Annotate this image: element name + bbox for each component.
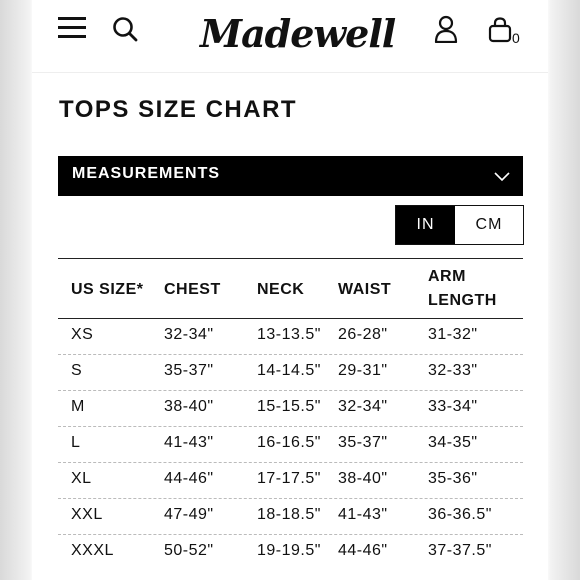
- header-us-size: US SIZE*: [71, 281, 144, 298]
- cell-neck: 13-13.5": [257, 326, 321, 343]
- table-row: [58, 499, 523, 535]
- cell-size: M: [71, 398, 85, 415]
- table-row: [58, 391, 523, 427]
- cell-waist: 44-46": [338, 542, 388, 559]
- cell-neck: 19-19.5": [257, 542, 321, 559]
- cell-neck: 18-18.5": [257, 506, 321, 523]
- chevron-down-icon: [494, 170, 510, 182]
- cell-waist: 29-31": [338, 362, 388, 379]
- cell-neck: 15-15.5": [257, 398, 321, 415]
- search-icon[interactable]: [112, 16, 138, 42]
- cell-size: S: [71, 362, 83, 379]
- bag-count-badge: 0: [512, 30, 520, 46]
- cell-neck: 14-14.5": [257, 362, 321, 379]
- cell-neck: 17-17.5": [257, 470, 321, 487]
- unit-option-cm[interactable]: CM: [455, 206, 523, 244]
- table-row: [58, 319, 523, 355]
- madewell-logo[interactable]: Madewell: [200, 11, 396, 56]
- cell-size: XL: [71, 470, 92, 487]
- cell-waist: 26-28": [338, 326, 388, 343]
- cell-arm-length: 31-32": [428, 326, 478, 343]
- cell-arm-length: 32-33": [428, 362, 478, 379]
- size-chart-table: [58, 258, 523, 570]
- table-row: [58, 463, 523, 499]
- shopping-bag-icon[interactable]: [488, 17, 512, 43]
- user-icon[interactable]: [434, 15, 458, 43]
- unit-toggle: [395, 205, 524, 245]
- cell-arm-length: 36-36.5": [428, 506, 492, 523]
- cell-chest: 38-40": [164, 398, 214, 415]
- page-title: TOPS SIZE CHART: [59, 96, 298, 123]
- table-row: [58, 535, 523, 570]
- table-header-row: [58, 259, 523, 319]
- cell-chest: 50-52": [164, 542, 214, 559]
- cell-chest: 32-34": [164, 326, 214, 343]
- cell-waist: 32-34": [338, 398, 388, 415]
- accordion-label: MEASUREMENTS: [72, 165, 221, 182]
- table-row: [58, 427, 523, 463]
- cell-arm-length: 34-35": [428, 434, 478, 451]
- header-chest: CHEST: [164, 281, 221, 298]
- cell-neck: 16-16.5": [257, 434, 321, 451]
- header-waist: WAIST: [338, 281, 392, 298]
- header-neck: NECK: [257, 281, 305, 298]
- cell-arm-length: 37-37.5": [428, 542, 492, 559]
- cell-waist: 41-43": [338, 506, 388, 523]
- table-row: [58, 355, 523, 391]
- cell-waist: 38-40": [338, 470, 388, 487]
- cell-chest: 35-37": [164, 362, 214, 379]
- cell-chest: 44-46": [164, 470, 214, 487]
- cell-size: XXL: [71, 506, 103, 523]
- cell-size: L: [71, 434, 81, 451]
- size-chart-page: [32, 0, 548, 580]
- unit-option-in[interactable]: IN: [396, 206, 455, 244]
- cell-size: XXXL: [71, 542, 114, 559]
- cell-chest: 47-49": [164, 506, 214, 523]
- table-body: [58, 319, 523, 570]
- cell-chest: 41-43": [164, 434, 214, 451]
- hamburger-menu-icon[interactable]: [58, 17, 86, 39]
- cell-waist: 35-37": [338, 434, 388, 451]
- cell-size: XS: [71, 326, 94, 343]
- site-header: [32, 0, 548, 73]
- cell-arm-length: 33-34": [428, 398, 478, 415]
- cell-arm-length: 35-36": [428, 470, 478, 487]
- header-arm-length: ARM LENGTH: [428, 268, 497, 309]
- measurements-accordion-header[interactable]: [58, 156, 523, 196]
